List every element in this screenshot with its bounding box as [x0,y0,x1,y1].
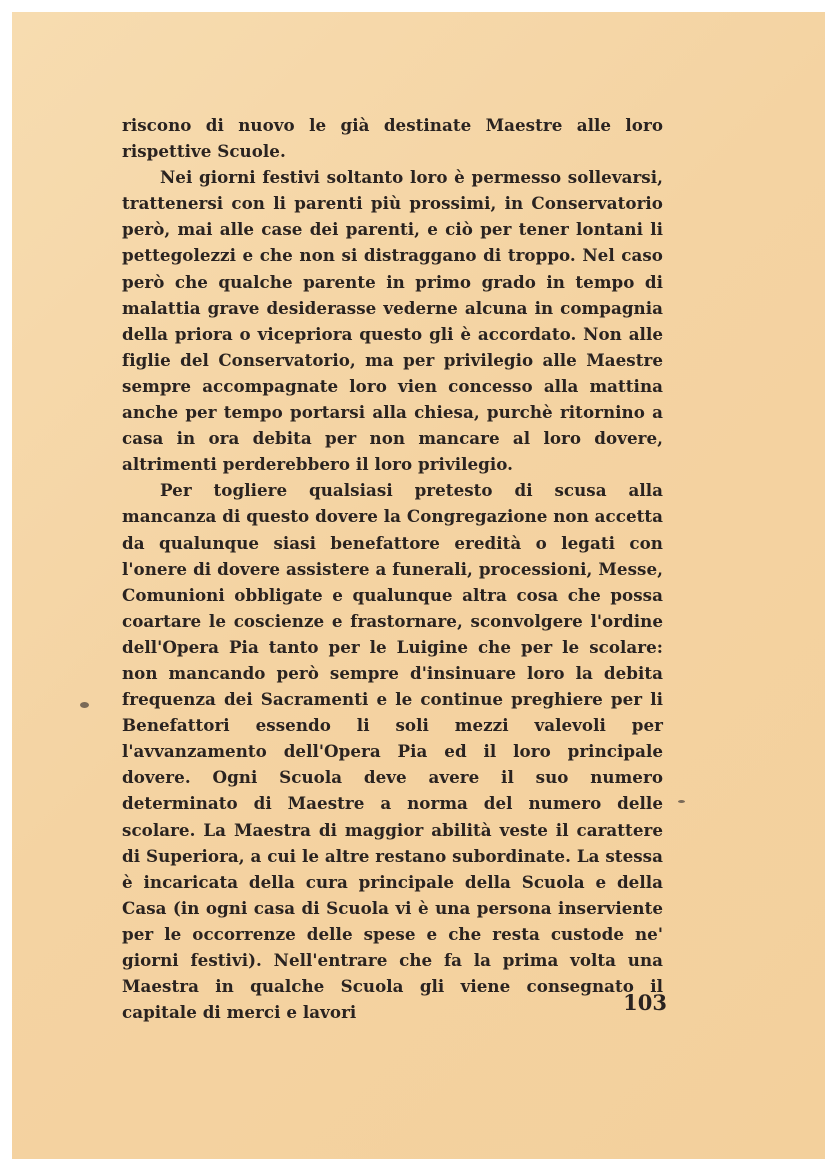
scan-speck [678,800,685,803]
paragraph-1: riscono di nuovo le già destinate Maestre alle loro rispettive Scuole. [122,115,663,162]
book-page [12,12,825,1159]
page-number: 103 [623,990,667,1015]
scan-speck [80,702,89,708]
paragraph-2: Nei giorni festivi soltanto loro è permesso sollevarsi, trattenersi con li parenti più prossimi, in Conservatorio però, mai alle case dei parenti, e ciò per tener lontani li pettegolezzi e che non si distraggano di troppo. Nel caso però che qualche parente in primo grado in tempo di malattia grave desiderasse vederne alcuna in compagnia della priora o vicepriora questo gli è accordato. Non alle figlie del Conservatorio, ma per privilegio alle Maestre sempre accompagnate loro vien concesso alla mattina anche per tempo portarsi alla chiesa, purchè ritornino a casa in ora debita per non mancare al loro dovere, altrimenti perderebbero il loro privilegio. [122,167,663,475]
body-text [122,112,663,1025]
paragraph-3: Per togliere qualsiasi pretesto di scusa alla mancanza di questo dovere la Congregazione non accetta da qualunque siasi benefattore eredità o legati con l'onere di dovere assistere a funerali, processioni, Messe, Comunioni obbligate e qualunque altra cosa che possa coartare le coscienze e frastornare, sconvolgere l'ordine dell'Opera Pia tanto per le Luigine che per le scolare: non mancando però sempre d'insinuare loro la debita frequenza dei Sacramenti e le continue preghiere per li Benefattori essendo li soli mezzi valevoli per l'avvanzamento dell'Opera Pia ed il loro principale dovere. Ogni Scuola deve avere il suo numero determinato di Maestre a norma del numero delle scolare. La Maestra di maggior abilità veste il carattere di Superiora, a cui le altre restano subordinate. La stessa è incaricata della cura principale della Scuola e della Casa (in ogni casa di Scuola vi è una persona inserviente per le occorrenze delle spese e che resta custode ne' giorni festivi). Nell'entrare che fa la prima volta una Maestra in qualche Scuola gli viene consegnato il capitale di merci e lavori [122,480,663,1023]
